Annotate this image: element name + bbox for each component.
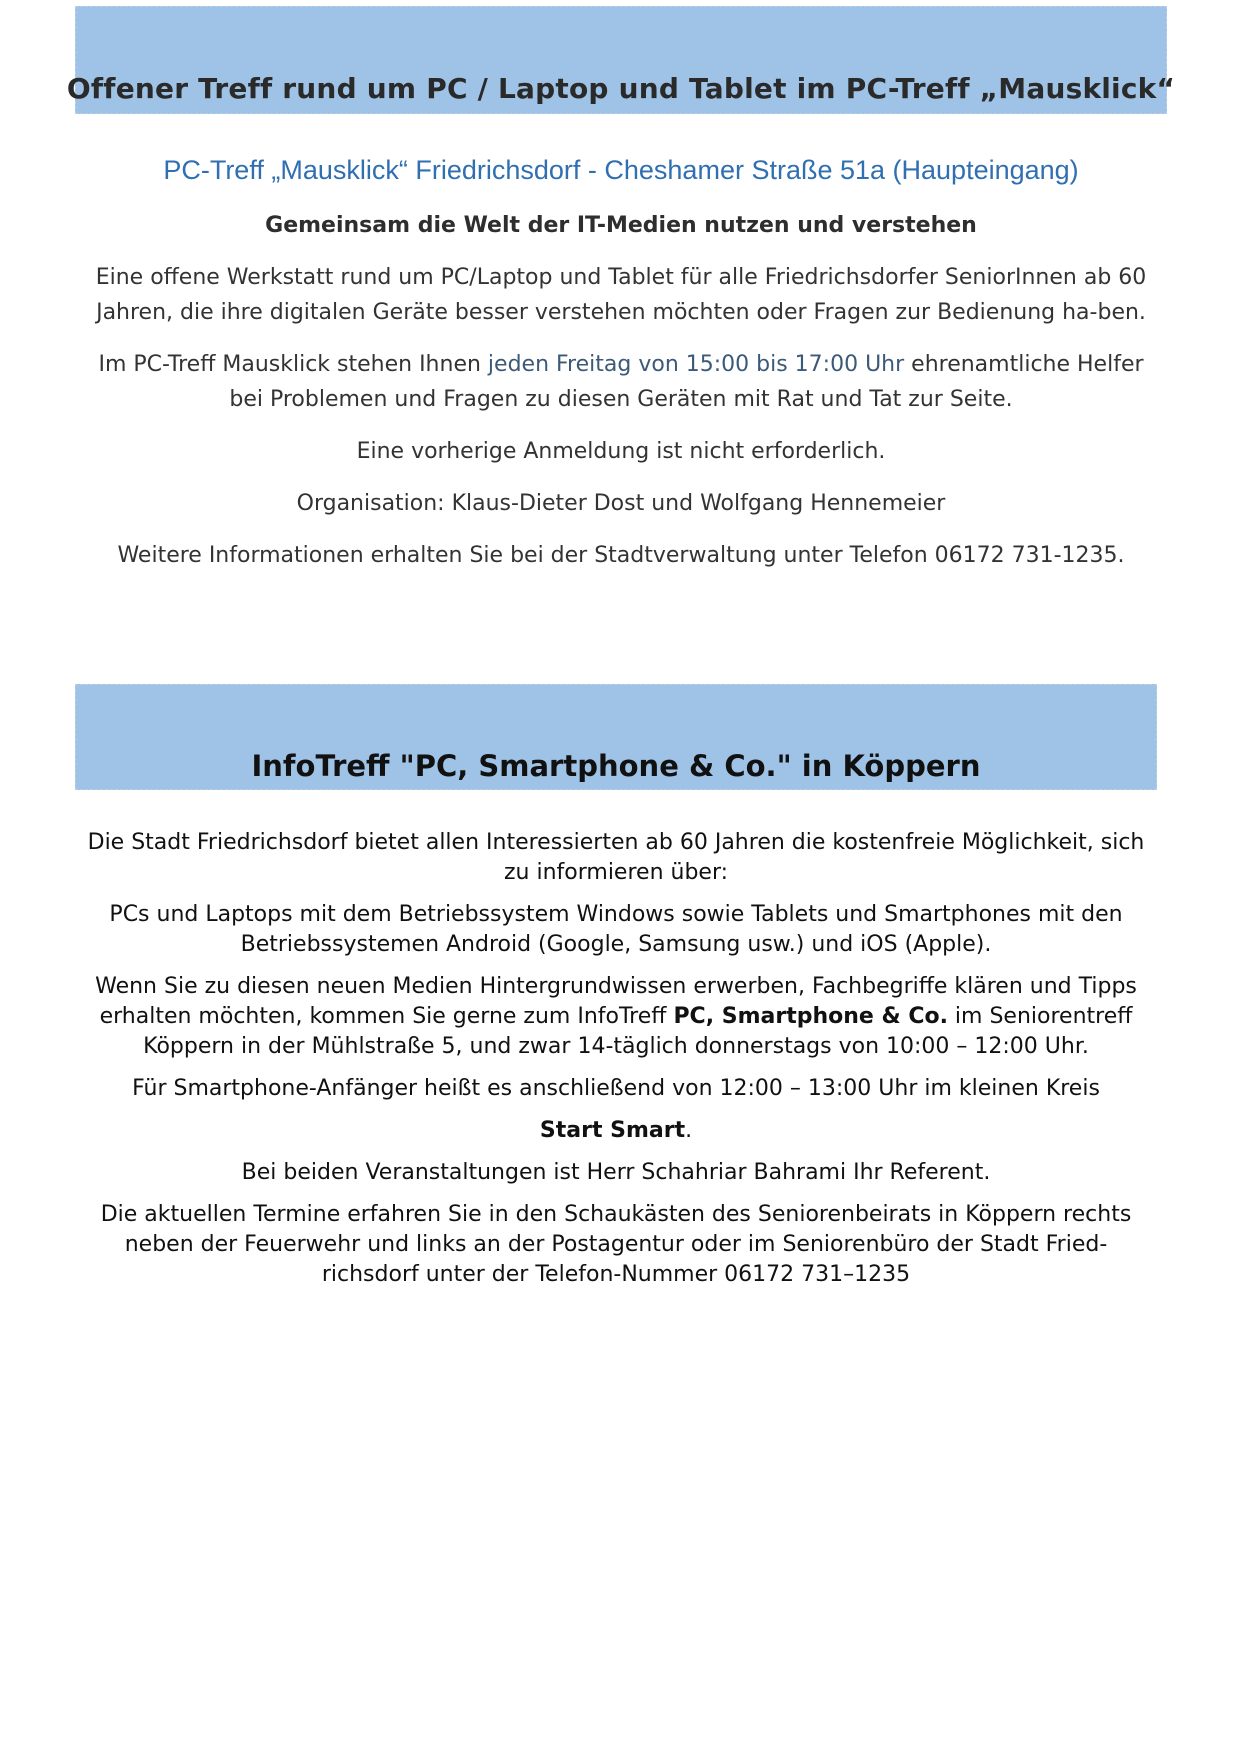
section-2-title: InfoTreff "PC, Smartphone & Co." in Köppern (251, 749, 981, 783)
para5-text-after: . (685, 1118, 693, 1143)
section-2-paragraph-2: PCs und Laptops mit dem Betriebssystem Windows sowie Tablets und Smartphones mit den Betriebssystemen Android (Google, Samsung usw.) und iOS (Apple). (109, 902, 1123, 957)
section-2-banner (75, 684, 1157, 790)
section-2-paragraph-7: Die aktuellen Termine erfahren Sie in den Schaukästen des Seniorenbeirats in Köppern rechts neben der Feuerwehr und links an der Postagentur oder im Seniorenbüro der Stadt Fried-richsdorf unter der Telefon-Nummer 06172 731–1235 (100, 1202, 1132, 1287)
start-smart-bold: Start Smart (539, 1118, 686, 1143)
section-1-banner (66, 6, 1176, 114)
section-2-paragraph-6: Bei beiden Veranstaltungen ist Herr Schahriar Bahrami Ihr Referent. (241, 1160, 991, 1185)
section-1-content (75, 150, 1167, 590)
section-2-paragraph-4: Für Smartphone-Anfänger heißt es anschließend von 12:00 – 13:00 Uhr im kleinen Kreis (132, 1076, 1100, 1101)
section-1-paragraph-1: Eine offene Werkstatt rund um PC/Laptop und Tablet für alle Friedrichsdorfer SeniorInnen ab 60 Jahren, die ihre digitalen Geräte besser verstehen möchten oder Fragen zur Bedienung ha-ben. (95, 265, 1147, 325)
opening-hours-highlight: jeden Freitag von 15:00 bis 17:00 Uhr (487, 352, 905, 377)
para2-text-after: ehrenamtliche Helfer bei Problemen und Fragen zu diesen Geräten mit Rat und Tat zur Seite. (229, 352, 1144, 412)
section-2-paragraph-1: Die Stadt Friedrichsdorf bietet allen Interessierten ab 60 Jahren die kostenfreie Möglichkeit, sich zu informieren über: (87, 830, 1145, 885)
address-line: PC-Treff „Mausklick“ Friedrichsdorf - Cheshamer Straße 51a (Haupteingang) (163, 155, 1079, 185)
section-1-paragraph-2 (75, 347, 1167, 417)
para3-text-after: im Seniorentreff Köppern in der Mühlstraße 5, und zwar 14-täglich donnerstags von 10:00 – 12:00 Uhr. (143, 1004, 1133, 1059)
section-2-paragraph-3 (75, 972, 1157, 1062)
section-1-paragraph-5: Weitere Informationen erhalten Sie bei der Stadtverwaltung unter Telefon 06172 731-1235. (117, 543, 1125, 568)
para2-text-before: Im PC-Treff Mausklick stehen Ihnen (98, 352, 488, 377)
section-1-subtitle: Gemeinsam die Welt der IT-Medien nutzen und verstehen (265, 213, 977, 238)
section-2-content (75, 828, 1157, 1302)
para3-text-before: Wenn Sie zu diesen neuen Medien Hintergrundwissen erwerben, Fachbegriffe klären und Tipps erhalten möchten, kommen Sie gerne zum InfoTreff (95, 974, 1137, 1029)
section-1-paragraph-3: Eine vorherige Anmeldung ist nicht erforderlich. (356, 439, 886, 464)
section-2-paragraph-5 (75, 1116, 1157, 1146)
section-1-paragraph-4: Organisation: Klaus-Dieter Dost und Wolfgang Hennemeier (296, 491, 946, 516)
infotreff-name-bold: PC, Smartphone & Co. (673, 1004, 948, 1029)
section-1-title: Offener Treff rund um PC / Laptop und Tablet im PC-Treff „Mausklick“ (66, 72, 1176, 105)
